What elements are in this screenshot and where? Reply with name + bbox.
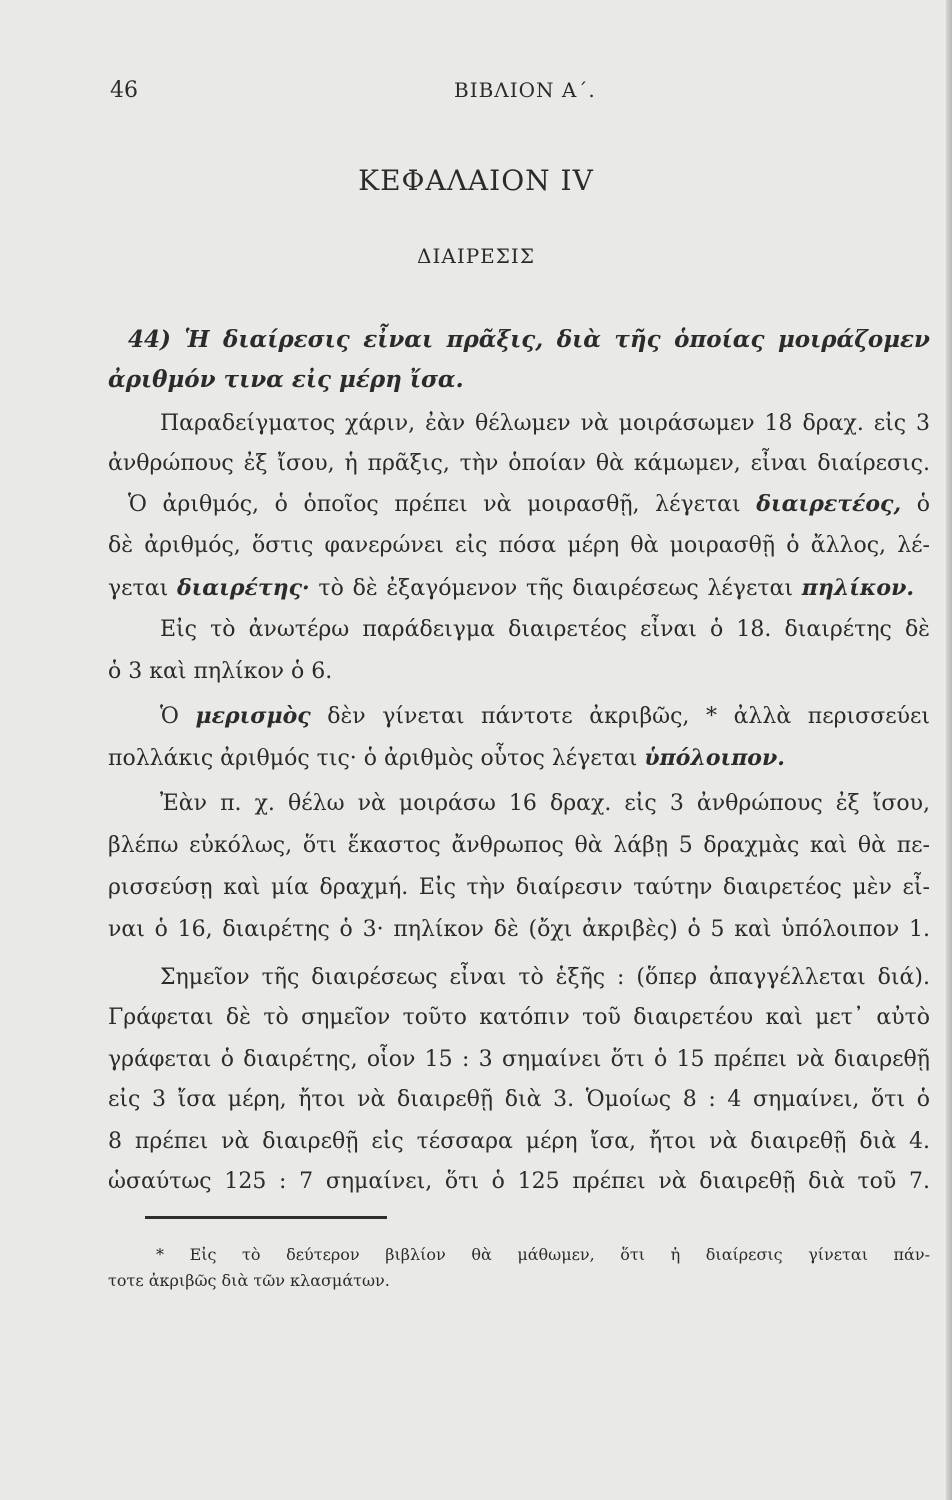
paragraph-line: δὲ ἀριθμός, ὅστις φανερώνει εἰς πόσα μέρη θὰ μοιρασθῇ ὁ ἄλλος, λέ-	[108, 533, 930, 558]
paragraph-line: 8 πρέπει νὰ διαιρεθῇ εἰς τέσσαρα μέρη ἴσα, ἤτοι νὰ διαιρεθῇ διὰ 4.	[108, 1129, 930, 1154]
text-span: τὸ δὲ ἐξαγόμενον τῆς διαιρέσεως λέγεται	[309, 576, 802, 601]
running-head: ΒΙΒΛΙΟΝ Α΄.	[454, 78, 596, 102]
section-title: ΔΙΑΙΡΕΣΙΣ	[417, 244, 535, 268]
paragraph-line: Ἐὰν π. χ. θέλω νὰ μοιράσω 16 δραχ. εἰς 3 ἀνθρώπους ἐξ ἴσου,	[160, 791, 930, 816]
footnote-rule	[145, 1216, 387, 1219]
paragraph-line: Εἰς τὸ ἀνωτέρω παράδειγμα διαιρετέος εἶναι ὁ 18. διαιρέτης δὲ	[160, 617, 930, 642]
page-number: 46	[110, 78, 138, 103]
paragraph-line	[160, 696, 930, 736]
paragraph-line: γράφεται ὁ διαιρέτης, οἷον 15 : 3 σημαίνει ὅτι ὁ 15 πρέπει νὰ διαιρεθῇ	[108, 1047, 930, 1072]
definition-line-2: ἀριθμόν τινα εἰς μέρη ἴσα.	[108, 366, 464, 393]
term-remainder: ὑπόλοιπον.	[644, 745, 785, 771]
paragraph-line: ὁ 3 καὶ πηλίκον ὁ 6.	[108, 659, 333, 684]
footnote-line-1: * Εἰς τὸ δεύτερον βιβλίον θὰ μάθωμεν, ὅτι ἡ διαίρεσις γίνεται πάν-	[156, 1245, 930, 1264]
page-edge-shadow	[946, 0, 952, 1500]
term-quotient: πηλίκον.	[801, 575, 914, 601]
paragraph-line: Γράφεται δὲ τὸ σημεῖον τοῦτο κατόπιν τοῦ διαιρετέου καὶ μετ᾽ αὐτὸ	[108, 1005, 930, 1030]
paragraph-line: ναι ὁ 16, διαιρέτης ὁ 3· πηλίκον δὲ (ὄχι ἀκριβὲς) ὁ 5 καὶ ὑπόλοιπον 1.	[108, 917, 930, 942]
term-dividend: διαιρετέος,	[756, 491, 902, 517]
chapter-title: ΚΕΦΑΛΑΙΟΝ IV	[358, 164, 594, 197]
definition-line-1: 44) Ἡ διαίρεσις εἶναι πρᾶξις, διὰ τῆς ὁποίας μοιράζομεν	[128, 326, 930, 353]
footnote-line-2: τοτε ἀκριβῶς διὰ τῶν κλασμάτων.	[108, 1271, 390, 1290]
paragraph-line	[108, 738, 930, 778]
paragraph-line: ὡσαύτως 125 : 7 σημαίνει, ὅτι ὁ 125 πρέπει νὰ διαιρεθῇ διὰ τοῦ 7.	[108, 1169, 930, 1194]
term-division-sharing: μερισμὸς	[195, 703, 311, 729]
paragraph-line: ρισσεύσῃ καὶ μία δραχμή. Εἰς τὴν διαίρεσιν ταύτην διαιρετέος μὲν εἶ-	[108, 875, 930, 900]
page-header	[0, 78, 952, 108]
paragraph-line: Σημεῖον τῆς διαιρέσεως εἶναι τὸ ἑξῆς : (ὅπερ ἀπαγγέλλεται διά).	[160, 965, 930, 990]
text-span: Ὁ ἀριθμός, ὁ ὁποῖος πρέπει νὰ μοιρασθῇ, λέγεται	[128, 492, 757, 517]
paragraph-line: εἰς 3 ἴσα μέρη, ἤτοι νὰ διαιρεθῇ διὰ 3. Ὁμοίως 8 : 4 σημαίνει, ὅτι ὁ	[108, 1087, 930, 1112]
text-span: πολλάκις ἀριθμός τις· ὁ ἀριθμὸς οὗτος λέγεται	[108, 746, 645, 771]
paragraph-line: βλέπω εὐκόλως, ὅτι ἕκαστος ἄνθρωπος θὰ λάβῃ 5 δραχμὰς καὶ θὰ πε-	[108, 833, 930, 858]
text-span: ὁ	[901, 492, 930, 517]
text-span: δὲν γίνεται πάντοτε ἀκριβῶς, * ἀλλὰ περισσεύει	[310, 704, 930, 729]
paragraph-line	[108, 568, 914, 608]
paragraph-line	[128, 484, 930, 524]
paragraph-line: Παραδείγματος χάριν, ἐὰν θέλωμεν νὰ μοιράσωμεν 18 δραχ. εἰς 3	[160, 411, 930, 436]
paragraph-line: ἀνθρώπους ἐξ ἴσου, ἡ πρᾶξις, τὴν ὁποίαν θὰ κάμωμεν, εἶναι διαίρεσις.	[108, 451, 930, 476]
text-span: Ὁ	[160, 704, 196, 729]
term-divisor: διαιρέτης·	[176, 575, 310, 601]
text-span: γεται	[108, 576, 177, 601]
